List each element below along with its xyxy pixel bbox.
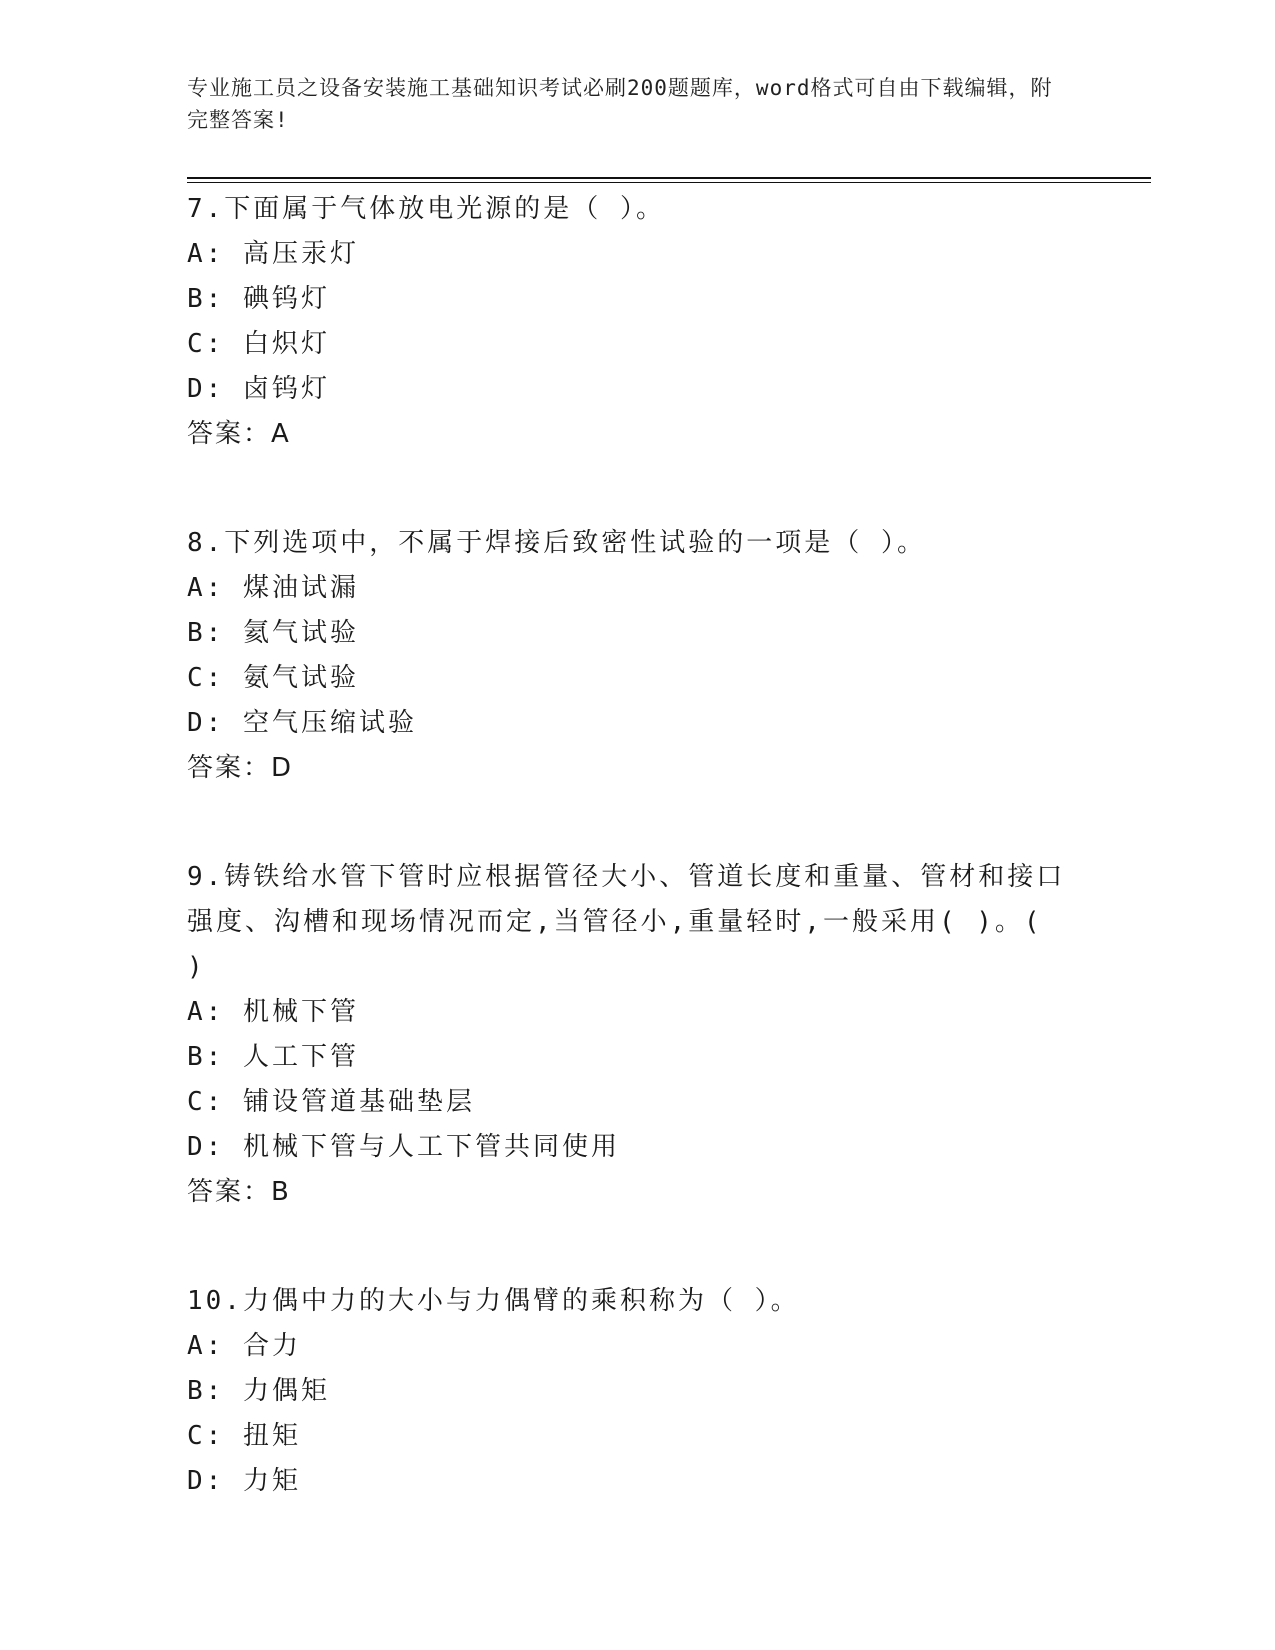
- option-a: A: 机械下管: [187, 997, 359, 1027]
- option-a: A: 高压汞灯: [187, 239, 359, 269]
- question-text: 7.下面属于气体放电光源的是（ ）。: [187, 194, 665, 224]
- question-7: [187, 187, 1067, 457]
- option-d: D: 空气压缩试验: [187, 708, 417, 738]
- question-8: [187, 521, 1067, 791]
- option-a: A: 合力: [187, 1331, 301, 1361]
- question-text: 9.铸铁给水管下管时应根据管径大小、管道长度和重量、管材和接口强度、沟槽和现场情况而定,当管径小,重量轻时,一般采用( )。( ): [187, 862, 1066, 982]
- option-c: C: 扭矩: [187, 1421, 301, 1451]
- option-c: C: 白炽灯: [187, 329, 330, 359]
- option-b: B: 人工下管: [187, 1042, 359, 1072]
- option-b: B: 力偶矩: [187, 1376, 330, 1406]
- document-title: 专业施工员之设备安装施工基础知识考试必刷200题题库，word格式可自由下载编辑，附完整答案!: [187, 76, 1053, 132]
- option-b: B: 氦气试验: [187, 618, 359, 648]
- answer-text: 答案：D: [187, 753, 294, 783]
- answer-text: 答案：A: [187, 419, 291, 449]
- question-9: [187, 855, 1067, 1215]
- option-d: D: 卤钨灯: [187, 374, 330, 404]
- option-d: D: 力矩: [187, 1466, 301, 1496]
- answer-text: 答案：B: [187, 1177, 291, 1207]
- option-a: A: 煤油试漏: [187, 573, 359, 603]
- question-list: [187, 187, 1067, 1568]
- option-b: B: 碘钨灯: [187, 284, 330, 314]
- header-divider: [187, 177, 1151, 179]
- question-text: 10.力偶中力的大小与力偶臂的乘积称为（ ）。: [187, 1286, 800, 1316]
- header-divider-thin: [187, 182, 1151, 183]
- option-d: D: 机械下管与人工下管共同使用: [187, 1132, 620, 1162]
- option-c: C: 铺设管道基础垫层: [187, 1087, 475, 1117]
- question-text: 8.下列选项中，不属于焊接后致密性试验的一项是（ ）。: [187, 528, 926, 558]
- question-10: [187, 1279, 1067, 1504]
- option-c: C: 氨气试验: [187, 663, 359, 693]
